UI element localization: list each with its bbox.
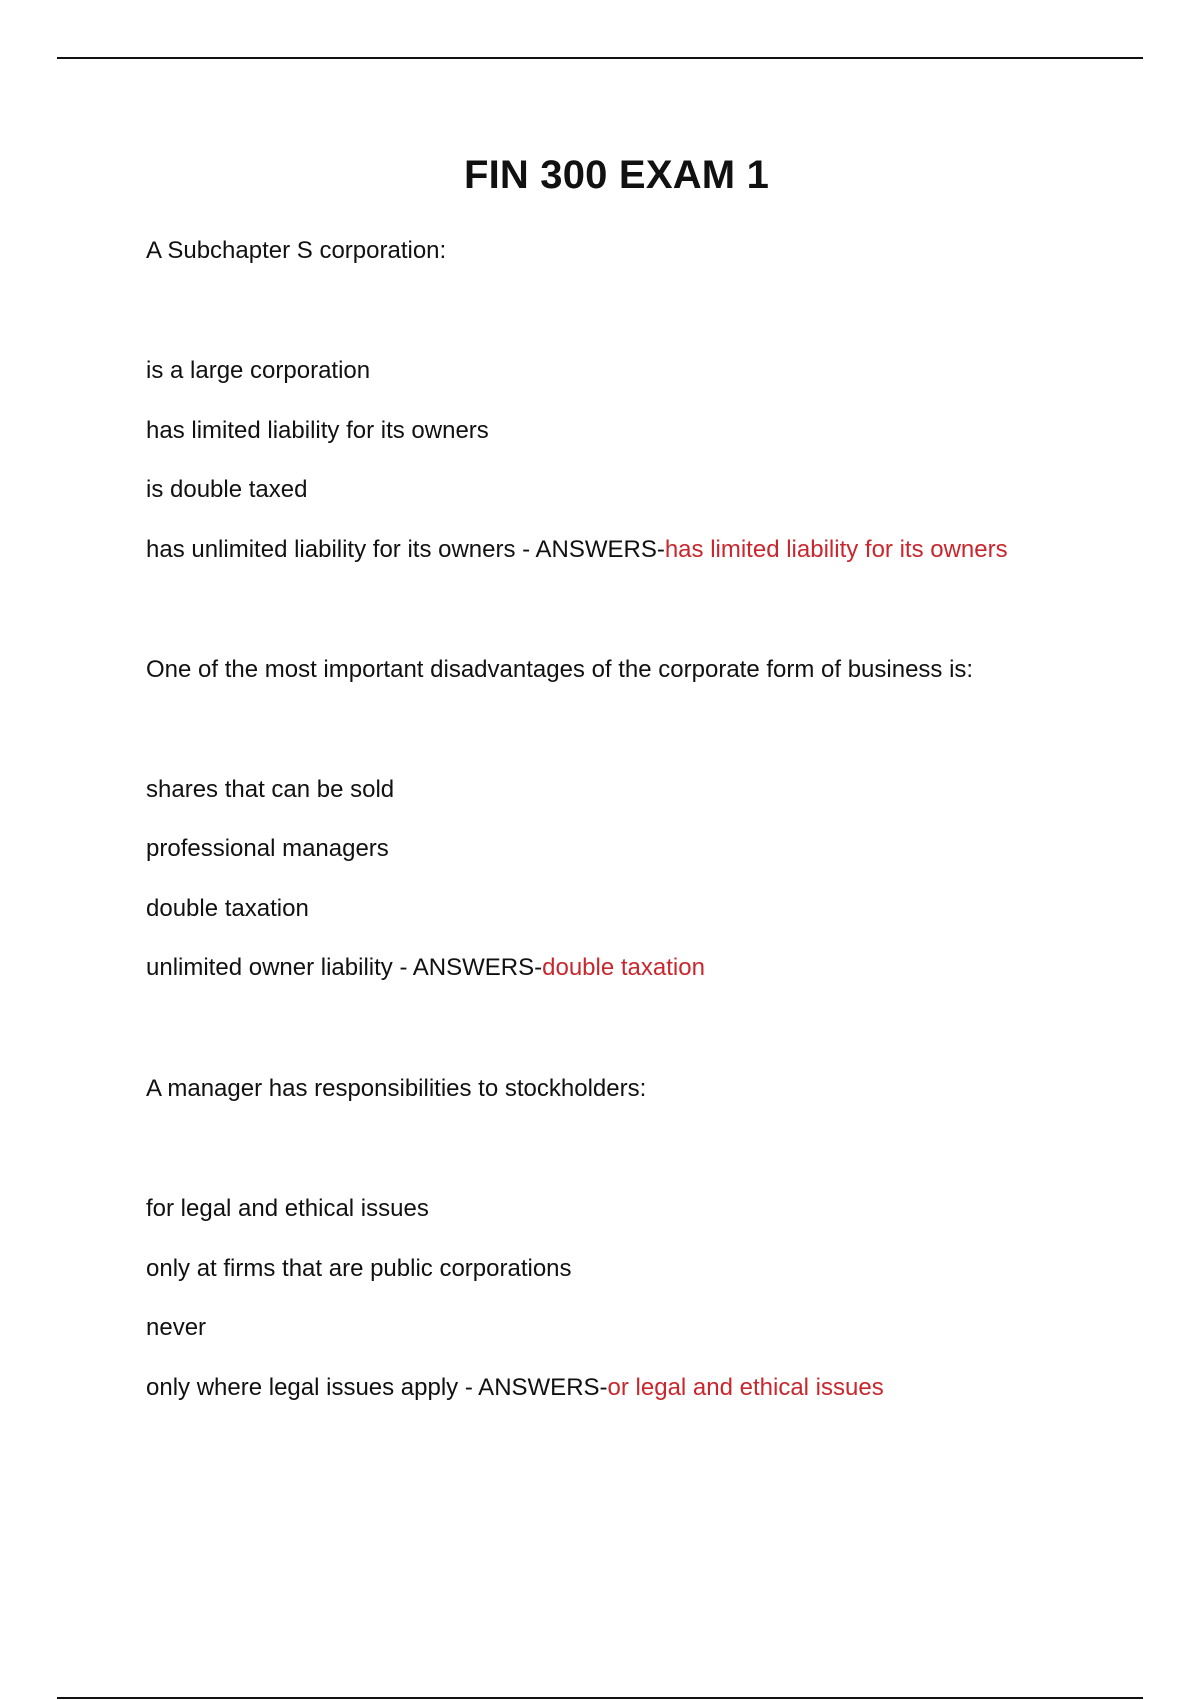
top-rule bbox=[57, 57, 1143, 59]
question-1-option-2: has limited liability for its owners bbox=[146, 417, 489, 444]
question-2-option-4 bbox=[146, 953, 705, 983]
question-1-option-4 bbox=[146, 535, 1008, 565]
question-2-prompt: One of the most important disadvantages of the corporate form of business is: bbox=[146, 656, 974, 683]
question-3-option-2: only at firms that are public corporations bbox=[146, 1255, 572, 1282]
question-3-option-3: never bbox=[146, 1314, 207, 1341]
question-1-answer: has limited liability for its owners bbox=[664, 536, 1008, 563]
question-1-option-4-text: has unlimited liability for its owners - ANSWERS- bbox=[146, 536, 665, 563]
document-title: FIN 300 EXAM 1 bbox=[463, 153, 770, 197]
question-1-option-1: is a large corporation bbox=[146, 357, 371, 384]
question-3-option-4-text: only where legal issues apply - ANSWERS- bbox=[146, 1374, 608, 1401]
question-2-option-4-text: unlimited owner liability - ANSWERS- bbox=[146, 954, 543, 981]
question-2-answer: double taxation bbox=[542, 954, 705, 981]
question-3-option-4 bbox=[146, 1373, 884, 1403]
question-1-prompt: A Subchapter S corporation: bbox=[146, 237, 447, 264]
bottom-rule bbox=[57, 1697, 1143, 1699]
question-3-answer: or legal and ethical issues bbox=[607, 1374, 884, 1401]
question-3-option-1: for legal and ethical issues bbox=[146, 1195, 429, 1222]
question-2-option-3: double taxation bbox=[146, 895, 309, 922]
question-1-option-3: is double taxed bbox=[146, 476, 308, 503]
question-3-prompt: A manager has responsibilities to stockholders: bbox=[146, 1075, 647, 1102]
question-2-option-1: shares that can be sold bbox=[146, 776, 395, 803]
question-2-option-2: professional managers bbox=[146, 835, 389, 862]
